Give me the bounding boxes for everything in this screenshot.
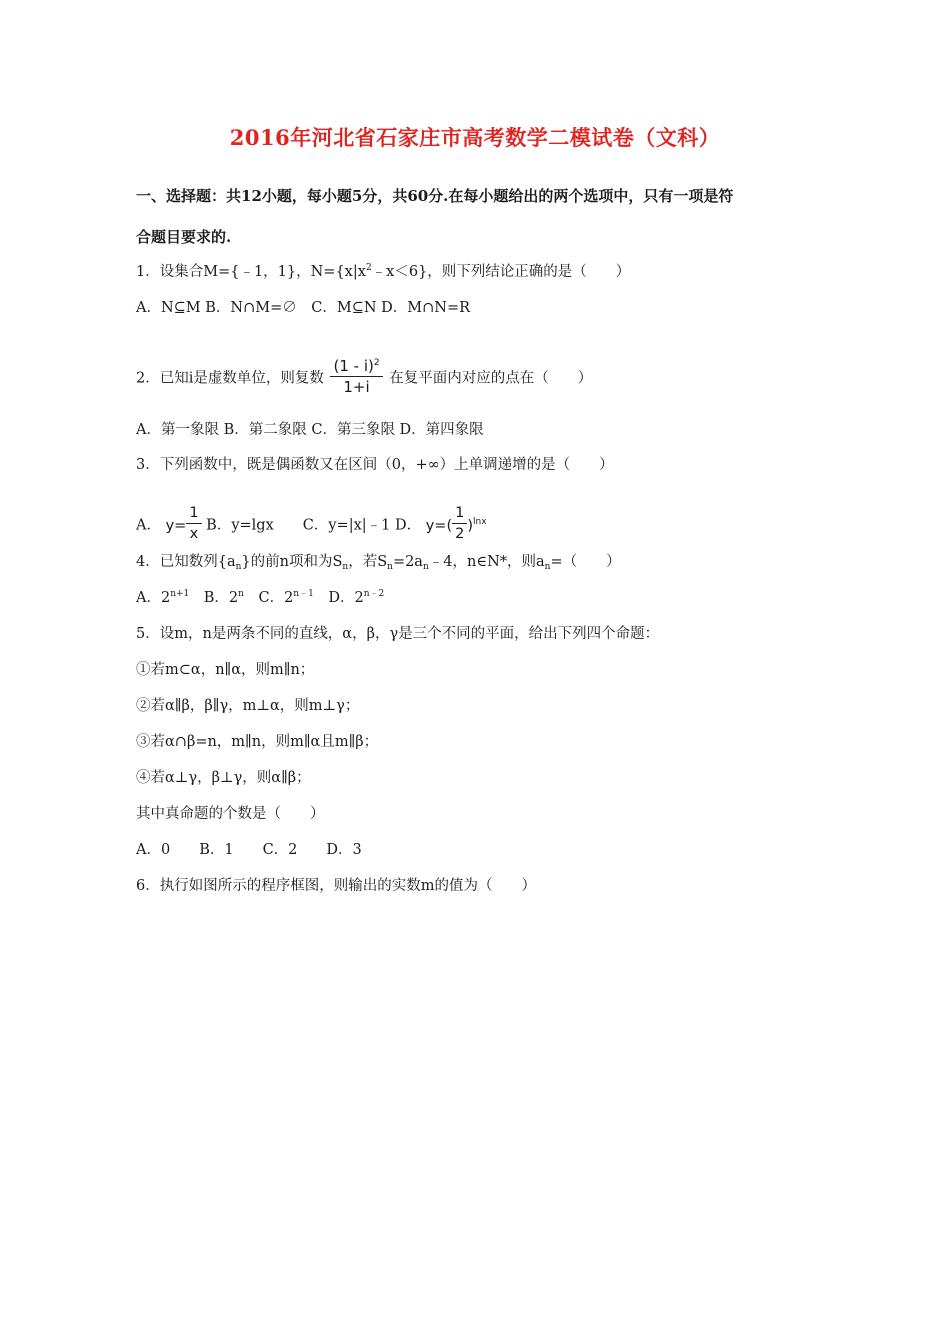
option-a-formula: y= $\frac{1}{x}$: [166, 518, 202, 534]
question-4-options: A．$2^{n+1}$ B．2$^n$ C．$2^{n﹣1}$ D．$2^{n﹣2}$: [136, 589, 385, 606]
question-2: 2．已知i是虚数单位，则复数 $\frac{(1 - i)^2}{1+i}$ 在复平面内对应的点在（ ）: [136, 357, 593, 396]
question-2-options: A．第一象限 B．第二象限 C．第三象限 D．第四象限: [136, 422, 484, 438]
question-1-options: A．N⊆M B．N∩M=∅ C．M⊆N D．M∩N=R: [136, 300, 471, 316]
question-3-options: A． y= $\frac{1}{x}$ B．y=lgx C．y=|x|﹣1 D． y=( $\frac{1}{2}$ )$^{lnx}$: [136, 505, 487, 542]
proposition-2: ②若α∥β，β∥γ，m⊥α，则m⊥γ；: [136, 698, 360, 714]
proposition-4: ④若α⊥γ，β⊥γ，则α∥β；: [136, 770, 311, 786]
question-5-ask: 其中真命题的个数是（ ）: [136, 806, 325, 822]
option-d-formula: y=( $\frac{1}{2}$ )$^{lnx}$: [425, 505, 487, 542]
section-heading-line-2: 合题目要求的.: [136, 228, 232, 246]
question-1: 1．设集合M={﹣1，1}，$N=\{x|x^2﹣x<6\}$，则下列结论正确的是（ ）: [136, 263, 631, 280]
question-5-options: A．0 B．1 C．2 D．3: [136, 842, 362, 858]
question-6: 6．执行如图所示的程序框图，则输出的实数m的值为（ ）: [136, 878, 536, 894]
question-4: 4．已知数列$\{a_n\}$的前n项和为$S_n$，若$S_n=2a_n﹣4$，n∈N*，则$a_n=$（ ）: [136, 554, 621, 572]
section-heading-line-1: 一、选择题：共12小题，每小题5分，共60分.在每小题给出的两个选项中，只有一项是符: [136, 187, 734, 205]
question-3: 3．下列函数中，既是偶函数又在区间（0，+∞）上单调递增的是（ ）: [136, 457, 614, 473]
complex-fraction: $\frac{(1 - i)^2}{1+i}$: [330, 356, 382, 397]
question-5: 5．设m，n是两条不同的直线，α，β，γ是三个不同的平面，给出下列四个命题：: [136, 626, 660, 642]
proposition-1: ①若m⊂α，n∥α，则m∥n；: [136, 662, 315, 678]
exam-title: 2016年河北省石家庄市高考数学二模试卷（文科）: [229, 125, 721, 150]
proposition-3: ③若α∩β=n，m∥n，则m∥α且m∥β；: [136, 734, 379, 750]
